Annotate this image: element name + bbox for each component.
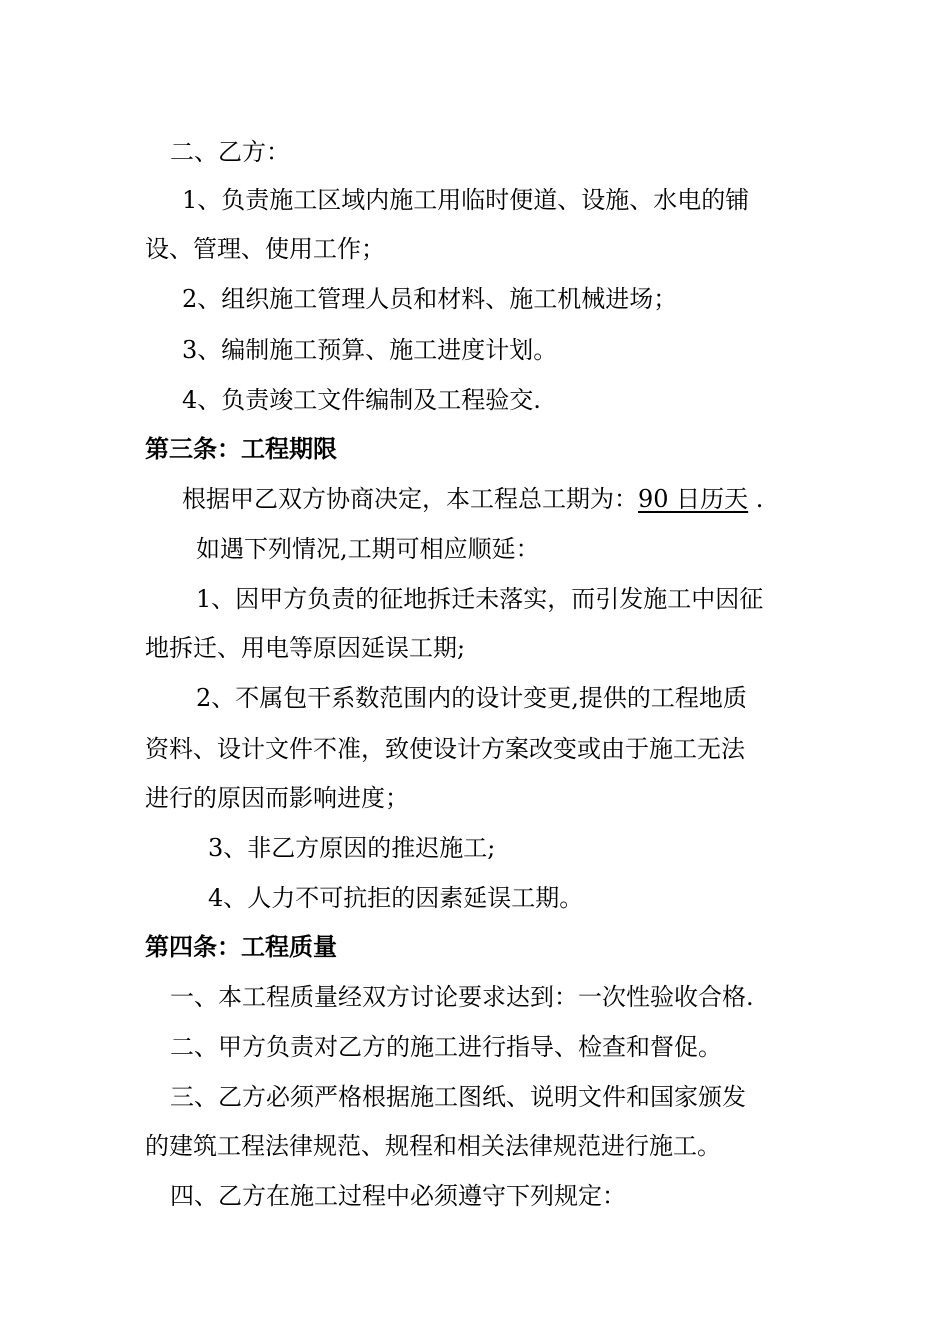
quality-item-2: 二、甲方负责对乙方的施工进行指导、检查和督促。 [170, 1033, 722, 1061]
article-4-heading: 第四条：工程质量 [145, 933, 337, 961]
party-b-item-4: 4、负责竣工文件编制及工程验交. [182, 386, 541, 414]
quality-item-4: 四、乙方在施工过程中必须遵守下列规定： [170, 1182, 626, 1210]
quality-item-1: 一、本工程质量经双方讨论要求达到：一次性验收合格. [170, 983, 754, 1011]
party-b-title: 二、乙方： [170, 138, 290, 166]
duration-value: 90 日历天 [638, 485, 749, 513]
quality-item-3-line-2: 的建筑工程法律规范、规程和相关法律规范进行施工。 [145, 1132, 721, 1160]
duration-suffix: . [748, 485, 764, 513]
party-b-item-1-line-2: 设、管理、使用工作； [145, 235, 385, 263]
extension-intro: 如遇下列情况,工期可相应顺延： [196, 535, 540, 563]
extension-item-2-line-3: 进行的原因而影响进度； [145, 784, 409, 812]
duration-prefix: 根据甲乙双方协商决定，本工程总工期为： [182, 485, 638, 513]
extension-item-3: 3、非乙方原因的推迟施工; [208, 834, 496, 862]
extension-item-4: 4、人力不可抗拒的因素延误工期。 [208, 884, 584, 912]
extension-item-1-line-2: 地拆迁、用电等原因延误工期; [145, 634, 466, 662]
extension-item-2-line-2: 资料、设计文件不准，致使设计方案改变或由于施工无法 [145, 735, 745, 763]
article-3-heading: 第三条：工程期限 [145, 435, 337, 463]
party-b-item-1-line-1: 1、负责施工区域内施工用临时便道、设施、水电的铺 [182, 186, 750, 214]
duration-sentence [182, 483, 763, 515]
extension-item-2-line-1: 2、不属包干系数范围内的设计变更,提供的工程地质 [196, 684, 747, 712]
party-b-item-3: 3、编制施工预算、施工进度计划。 [182, 336, 558, 364]
quality-item-3-line-1: 三、乙方必须严格根据施工图纸、说明文件和国家颁发 [170, 1083, 746, 1111]
party-b-item-2: 2、组织施工管理人员和材料、施工机械进场； [182, 285, 678, 313]
extension-item-1-line-1: 1、因甲方负责的征地拆迁未落实，而引发施工中因征 [196, 585, 764, 613]
